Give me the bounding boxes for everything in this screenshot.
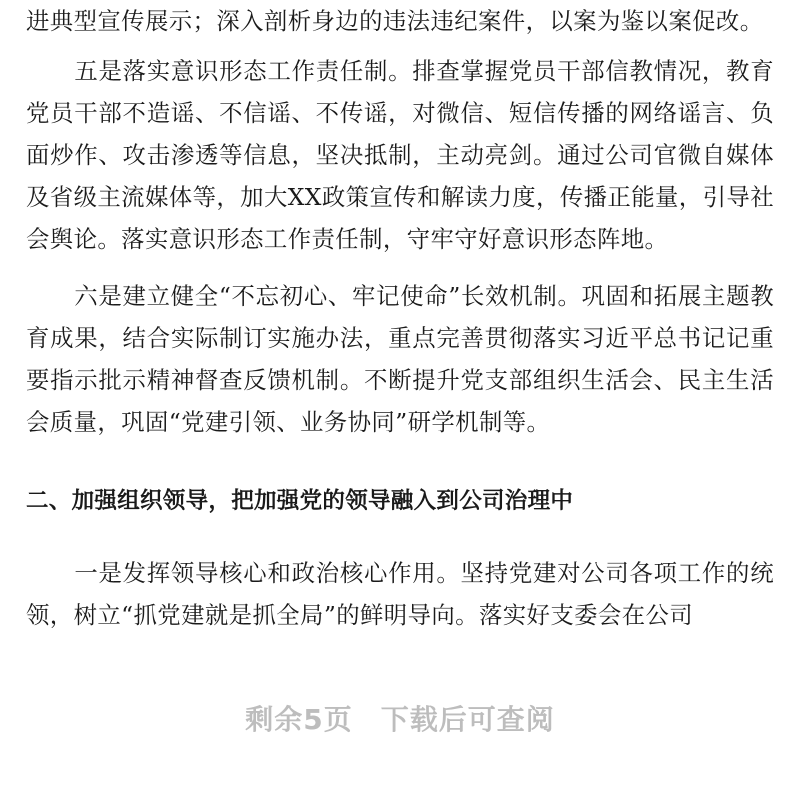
paragraph-continuation xyxy=(26,0,774,42)
section-heading: 二、加强组织领导，把加强党的领导融入到公司治理中 xyxy=(26,488,574,514)
paragraph-one-text: 一是发挥领导核心和政治核心作用。坚持党建对公司各项工作的统领，树立“抓党建就是抓全局”的鲜明导向。落实好支委会在公司 xyxy=(26,559,774,629)
remaining-pages-label[interactable]: 剩余5页 xyxy=(245,703,353,736)
download-hint-label[interactable]: 下载后可查阅 xyxy=(380,703,555,736)
paragraph-five-text: 五是落实意识形态工作责任制。排查掌握党员干部信教情况，教育党员干部不造谣、不信谣、不传谣，对微信、短信传播的网络谣言、负面炒作、攻击渗透等信息，坚决抵制，主动亮剑。通过公司官微自媒体及省级主流媒体等，加大XX政策宣传和解读力度，传播正能量，引导社会舆论。落实意识形态工作责任制，守牢守好意识形态阵地。 xyxy=(26,57,774,253)
paragraph-six xyxy=(26,275,774,443)
paragraph-one xyxy=(26,552,774,636)
paragraph-six-text: 六是建立健全“不忘初心、牢记使命”长效机制。巩固和拓展主题教育成果，结合实际制订实施办法，重点完善贯彻落实习近平总书记记重要指示批示精神督查反馈机制。不断提升党支部组织生活会、民主生活会质量，巩固“党建引领、业务协同”研学机制等。 xyxy=(26,282,774,436)
download-prompt[interactable] xyxy=(0,695,800,745)
paragraph-five xyxy=(26,50,774,260)
paragraph-continuation-text: 进典型宣传展示；深入剖析身边的违法违纪案件，以案为鉴以案促改。 xyxy=(26,7,764,35)
